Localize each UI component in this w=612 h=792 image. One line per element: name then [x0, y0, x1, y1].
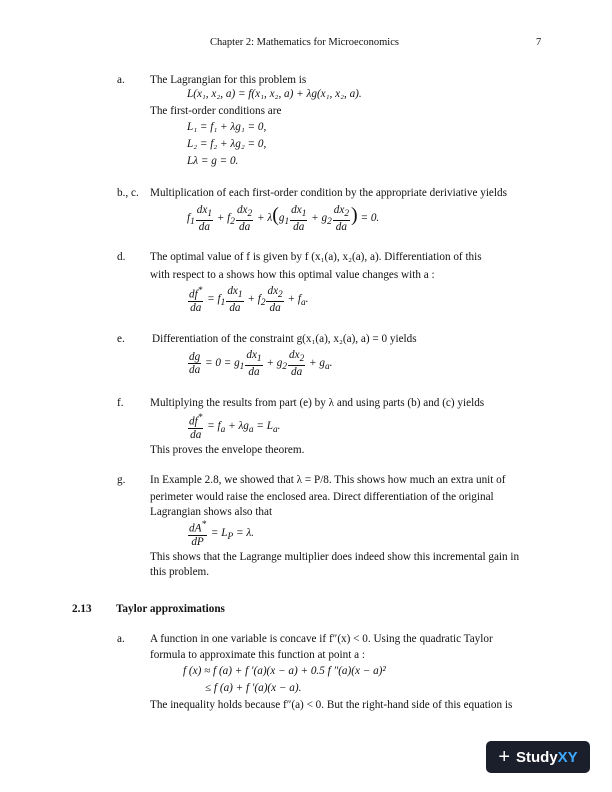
foc-equation-2: L₂ = f₂ + λg₂ = 0, — [187, 138, 267, 150]
taylor-equation-2: ≤ f (a) + f ′(a)(x − a). — [205, 682, 302, 694]
part-d-text-1: The optimal value of f is given by f (x₁(a), x₂(a), a). Differentiation of this — [150, 251, 482, 263]
lagrangian-equation: L(x₁, x₂, a) = f(x₁, x₂, a) + λg(x₁, x₂, a). — [187, 88, 362, 100]
part-f-text: Multiplying the results from part (e) by λ and using parts (b) and (c) yields — [150, 397, 485, 409]
section-number: 2.13 — [72, 603, 92, 615]
logo-text-accent: XY — [557, 748, 578, 766]
section-title: Taylor approximations — [116, 603, 225, 615]
constraint-derivative: $\frac{dg}{da}$ = $0 = g_1$ $\frac{dx_1}{da}$ + $g_2$ $\frac{dx_2}{da}$ + $g_a$. — [189, 348, 333, 379]
studyxy-logo — [486, 741, 590, 773]
area-derivative-equation: $\frac{dA^*}{dP}$ = $L_P = \lambda$. — [189, 520, 254, 548]
part-g-text-4: This shows that the Lagrange multiplier does indeed show this incremental gain in — [150, 551, 520, 563]
taylor-part-a-text-1: A function in one variable is concave if f″(x) < 0. Using the quadratic Taylor — [150, 633, 493, 645]
part-a-label: a. — [117, 74, 125, 86]
part-e-label: e. — [117, 333, 125, 345]
multiplied-foc-equation: $f_1$ $\frac{dx_1}{da}$ + $f_2$ $\frac{dx_2}{da}$ + $\lambda(g_1$ $\frac{dx_1}{da}$ + $g_2$ $\frac{dx_2}{da}$ ) = 0. — [187, 203, 380, 234]
part-bc-label: b., c. — [117, 187, 139, 199]
part-bc-text: Multiplication of each first-order condition by the appropriate deriviative yields — [150, 187, 507, 199]
foc-equation-1: L₁ = f₁ + λg₁ = 0, — [187, 121, 267, 133]
taylor-part-a-text-3: The inequality holds because f″(a) < 0. But the right-hand side of this equation is — [150, 699, 513, 711]
envelope-equation: $\frac{df^*}{da}$ = $f_a + \lambda g_a = L_a$. — [189, 413, 281, 441]
part-f-label: f. — [117, 397, 124, 409]
foc-intro: The first-order conditions are — [150, 105, 282, 117]
envelope-conclusion: This proves the envelope theorem. — [150, 444, 305, 456]
taylor-equation-1: f (x) ≈ f (a) + f ′(a)(x − a) + 0.5 f ″(a)(x − a)² — [183, 665, 386, 677]
part-e-text: Differentiation of the constraint g(x₁(a), x₂(a), a) = 0 yields — [152, 333, 417, 345]
taylor-part-a-text-2: formula to approximate this function at point a : — [150, 649, 365, 661]
part-g-text-2: perimeter would raise the enclosed area. Direct differentiation of the original — [150, 491, 494, 503]
part-g-label: g. — [117, 474, 126, 486]
logo-text-main: Study — [516, 748, 558, 766]
part-g-text-3: Lagrangian shows also that — [150, 506, 273, 518]
page-number: 7 — [536, 37, 542, 48]
running-header: Chapter 2: Mathematics for Microeconomics — [210, 37, 399, 48]
taylor-part-a-label: a. — [117, 633, 125, 645]
plus-icon: + — [498, 745, 510, 768]
part-a-intro: The Lagrangian for this problem is — [150, 74, 307, 86]
part-g-text-1: In Example 2.8, we showed that λ = P/8. This shows how much an extra unit of — [150, 474, 506, 486]
foc-equation-3: Lλ = g = 0. — [187, 155, 239, 167]
part-d-label: d. — [117, 251, 126, 263]
part-d-text-2: with respect to a shows how this optimal value changes with a : — [150, 269, 435, 281]
part-g-text-5: this problem. — [150, 566, 210, 578]
optimal-value-derivative: $\frac{df^*}{da}$ = $f_1$ $\frac{dx_1}{da}$ + $f_2$ $\frac{dx_2}{da}$ + $f_a$. — [189, 284, 309, 315]
